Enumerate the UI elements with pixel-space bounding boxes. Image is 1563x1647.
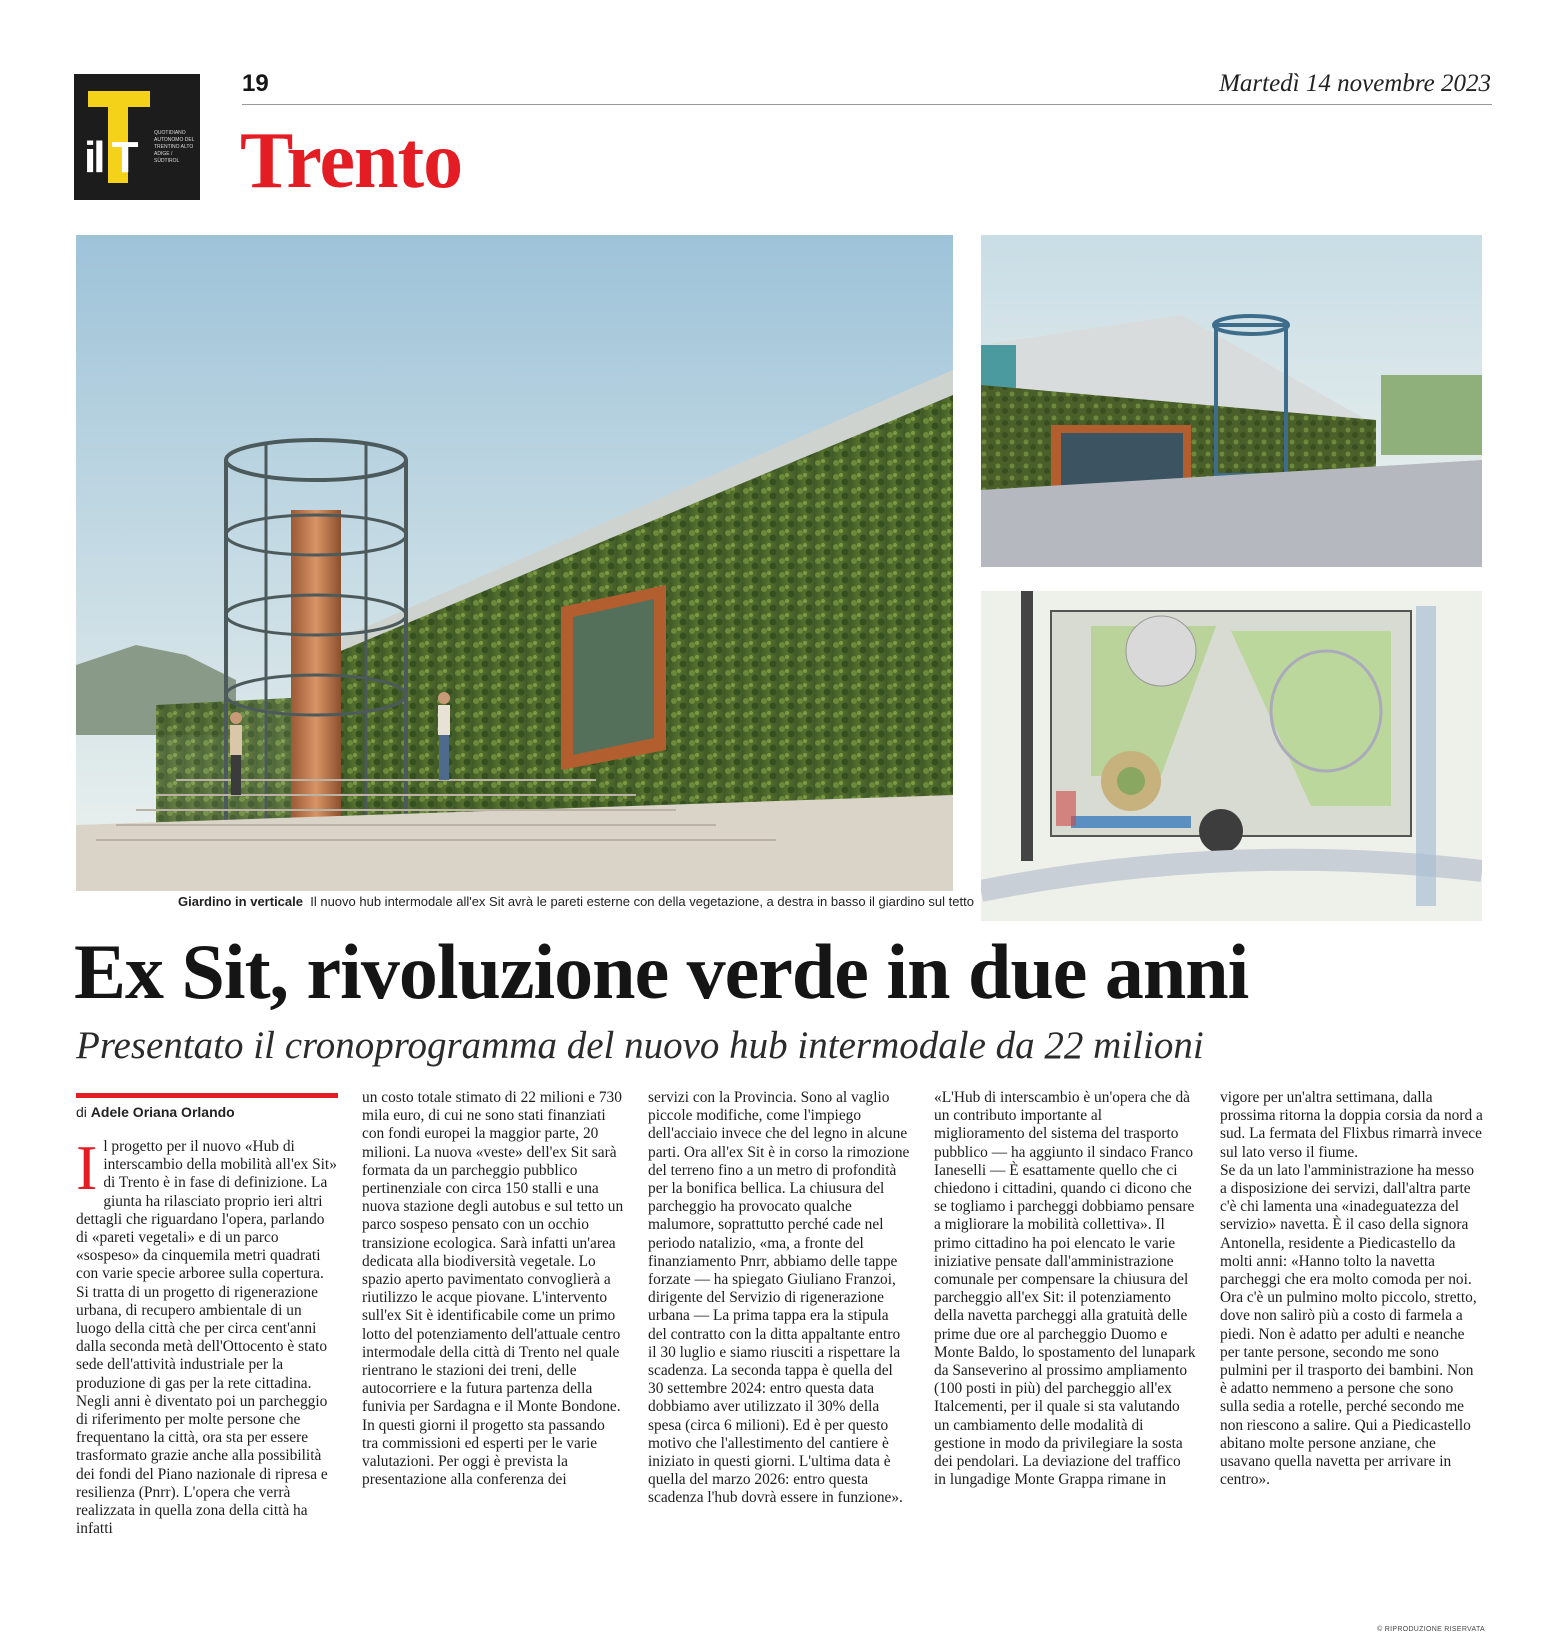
section-title: Trento: [240, 117, 463, 205]
article-column-2: un costo totale stimato di 22 milioni e 730 mila euro, di cui ne sono stati finanziati con fondi europei la maggior parte, 20 milioni. La nuova «veste» dell'ex Sit sarà formata da un parcheggio pubblico pertinenziale con circa 150 stalli e una nuova stazione degli autobus e sul tetto un parco sospeso pensato con un occhio transizione ecologica. Sarà infatti un'area dedicata alla biodiversità vegetale. Lo spazio aperto pavimentato convoglierà a riutilizzo le acque piovane. L'intervento sull'ex Sit è identificabile come un primo lotto del potenziamento dell'attuale centro intermodale della città di Trento nel quale rientrano le stazioni dei treni, delle autocorriere e la futura partenza della funivia per Sardagna e il Monte Bondone. In questi giorni il progetto sta passando tra commissioni ed esperti per le varie valutazioni. Per oggi è prevista la presentazione alla conferenza dei: [362, 1089, 624, 1489]
caption-title: Giardino in verticale: [178, 894, 303, 909]
article-column-4: «L'Hub di interscambio è un'opera che dà un contributo importante al miglioramento del sistema del trasporto pubblico — ha aggiunto il sindaco Franco Ianeselli — È esattamente quello che ci chiedono i cittadini, quando ci dicono che se togliamo i parcheggi dobbiamo pensare a migliorare la mobilità collettiva». Il primo cittadino ha poi elencato le varie iniziative pensate dall'amministrazione comunale per compensare la chiusura del parcheggio all'ex Sit: il potenziamento della navetta parcheggi alla gratuità delle prime due ore al parcheggio Duomo e Monte Baldo, lo spostamento del lunapark da Sanseverino al prossimo ampliamento (100 posti in più) del parcheggio all'ex Italcementi, per il quale si sta valutando un cambiamento delle modalità di gestione in modo da privilegiare la sosta dei pendolari. La deviazione del traffico in lungadige Monte Grappa rimane in: [934, 1089, 1196, 1489]
page-number: 19: [242, 70, 269, 97]
byline: [76, 1104, 235, 1120]
subheadline: Presentato il cronoprogramma del nuovo hub intermodale da 22 milioni: [76, 1024, 1204, 1067]
article-column-5: vigore per un'altra settimana, dalla prossima ritorna la doppia corsia da nord a sud. La fermata del Flixbus rimarrà invece sul lato verso il fiume. Se da un lato l'amministrazione ha messo a disposizione dei servizi, dall'altra parte c'è chi lamenta una «inadeguatezza del servizio» navetta. È il caso della signora Antonella, residente a Piedicastello da molti anni: «Hanno tolto la navetta parcheggi che era molto comoda per noi. Ora c'è un pulmino molto piccolo, stretto, dove non salirò più a costo di farmela a piedi. Non è adatto per adulti e neanche per tante persone, secondo me sono pulmini per il trasporto dei bambini. Non è adatto nemmeno a persone che sono sulla sedia a rotelle, perché secondo me non riescono a salire. Qui a Piedicastello abitano molte persone anziane, che usavano quella navetta per arrivare in centro».: [1220, 1089, 1483, 1489]
issue-date: Martedì 14 novembre 2023: [1219, 70, 1491, 97]
roof-garden-plan[interactable]: [981, 591, 1482, 921]
headline: Ex Sit, rivoluzione verde in due anni: [74, 928, 1249, 1015]
drop-cap: I: [76, 1132, 98, 1203]
secondary-photo-building[interactable]: [981, 235, 1482, 567]
byline-author[interactable]: Adele Oriana Orlando: [90, 1104, 235, 1120]
secondary-photo-illustration: [981, 235, 1482, 567]
caption-text: Il nuovo hub intermodale all'ex Sit avrà le pareti esterne con della vegetazione, a destra in basso il giardino sul tetto: [310, 894, 974, 909]
header-rule: [242, 104, 1492, 105]
article-column-1-text: l progetto per il nuovo «Hub di interscambio della mobilità all'ex Sit» di Trento è in fase di definizione. La giunta ha rilasciato proprio ieri altri dettagli che riguardano l'opera, parlando di «pareti vegetali» e di un parco «sospeso» da cinquemila metri quadrati con varie specie arboree sulla copertura. Si tratta di un progetto di rigenerazione urbana, di recupero ambientale di un luogo della città che per circa cent'anni dalla seconda metà dell'Ottocento è stato sede dell'attività industriale per la produzione di gas per la rete cittadina. Negli anni è diventato poi un parcheggio di riferimento per molte persone che frequentano la città, ora sta per essere trasformato grazie anche alla possibilità dei fondi del Piano nazionale di ripresa e resilienza (Pnrr). L'opera che verrà realizzata in quella zona della città ha infatti: [76, 1138, 337, 1538]
copyright-notice: © RIPRODUZIONE RISERVATA: [1377, 1626, 1485, 1633]
newspaper-logo[interactable]: [74, 74, 200, 200]
byline-rule: [76, 1093, 338, 1098]
logo-text: il T: [84, 133, 136, 182]
byline-prefix: di: [76, 1104, 87, 1120]
main-photo-illustration: [76, 235, 953, 891]
logo-t-bar: [88, 91, 150, 107]
article-column-1: [76, 1132, 338, 1538]
plan-illustration: [981, 591, 1482, 921]
photo-caption: [178, 894, 974, 910]
article-column-3: servizi con la Provincia. Sono al vaglio piccole modifiche, come l'impiego dell'acciaio invece che del legno in alcune parti. Ora all'ex Sit è in corso la rimozione del terreno fino a un metro di profondità per la bonifica bellica. La chiusura del parcheggio ha provocato qualche malumore, soprattutto perché cade nel periodo natalizio, «ma, a fronte del finanziamento Pnrr, abbiamo delle tappe forzate — ha spiegato Giuliano Franzoi, dirigente del Servizio di rigenerazione urbana — La prima tappa era la stipula del contratto con la ditta appaltante entro il 30 luglio e siamo riusciti a rispettare la scadenza. La seconda tappa è quella del 30 settembre 2024: entro questa data dobbiamo aver utilizzato il 30% della spesa (circa 6 milioni). Ed è per questo motivo che l'allestimento del cantiere è iniziato in questi giorni. L'ultima data è quella del marzo 2026: entro questa scadenza l'hub dovrà essere in funzione».: [648, 1089, 910, 1507]
logo-tagline: QUOTIDIANO AUTONOMO DEL TRENTINO ALTO ADIGE / SÜDTIROL: [154, 130, 195, 164]
main-photo-green-wall[interactable]: [76, 235, 953, 891]
